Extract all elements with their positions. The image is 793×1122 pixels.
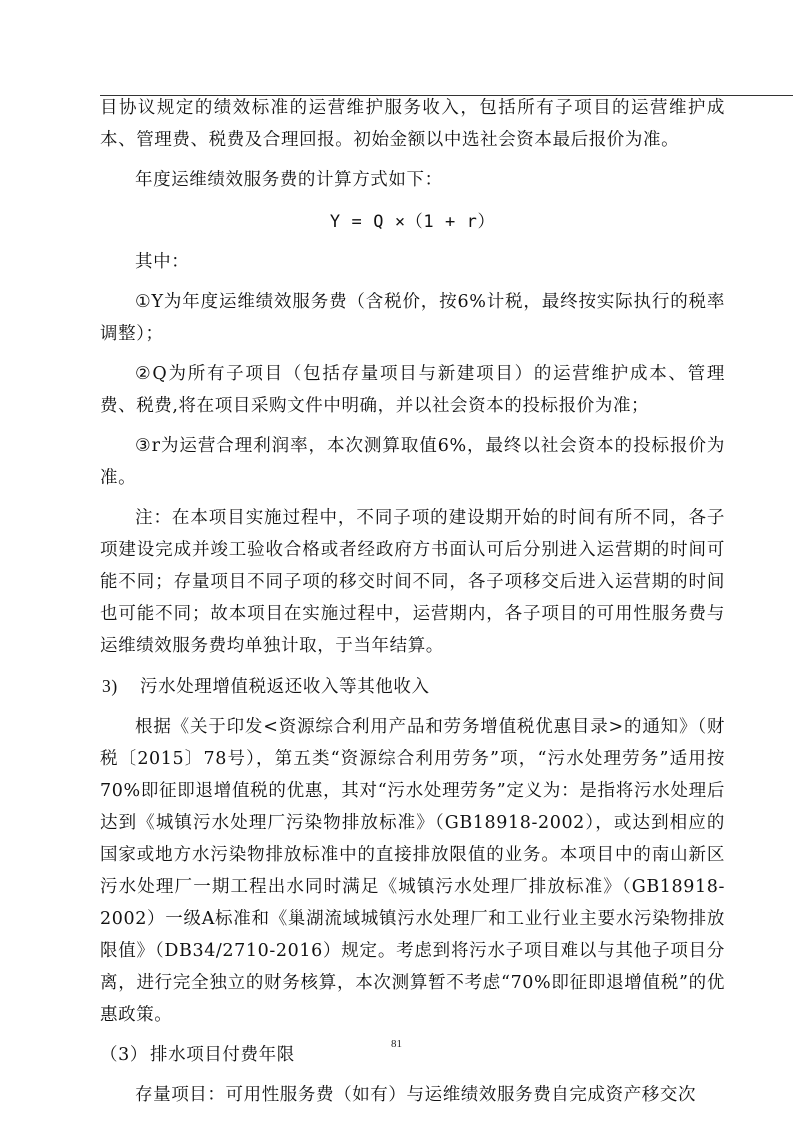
list-item-3 [100,670,725,703]
paragraph-continuation: 目协议规定的绩效标准的运营维护服务收入，包括所有子项目的运营维护成本、管理费、税费及合理回报。初始金额以中选社会资本最后报价为准。 [100,98,725,150]
paragraph-existing-projects: 存量项目：可用性服务费（如有）与运维绩效服务费自完成资产移交次 [135,1085,697,1105]
definition-r: ③r为运营合理利润率，本次测算取值6%，最终以社会资本的投标报价为准。 [100,436,725,488]
definition-y: ①Y为年度运维绩效服务费（含税价，按6%计税，最终按实际执行的税率调整）； [100,292,725,344]
page-number: 81 [391,1038,402,1050]
list-item-text: 污水处理增值税返还收入等其他收入 [140,677,430,697]
paragraph-vat: 根据《关于印发<资源综合利用产品和劳务增值税优惠目录>的通知》（财税〔2015〕78号），第五类“资源综合利用劳务”项，“污水处理劳务”适用按70%即征即退增值税的优惠，其对“污水处理劳务”定义为：是指将污水处理后达到《城镇污水处理厂污染物排放标准》（GB18918-2002），或达到相应的国家或地方水污染物排放标准中的直接排放限值的业务。本项目中的南山新区污水处理厂一期工程出水同时满足《城镇污水处理厂排放标准》（GB18918-2002）一级A标准和《巢湖流域城镇污水处理厂和工业行业主要水污染物排放限值》（DB34/2710-2016）规定。考虑到将污水子项目难以与其他子项目分离，进行完全独立的财务核算，本次测算暂不考虑“70%即征即退增值税”的优惠政策。 [100,717,725,1025]
document-body [100,92,725,1111]
section-title: 排水项目付费年限 [150,1045,295,1065]
paragraph-note: 注：在本项目实施过程中，不同子项的建设期开始的时间有所不同，各子项建设完成并竣工验收合格或者经政府方书面认可后分别进入运营期的时间可能不同；存量项目不同子项的移交时间不同，各子项移交后进入运营期的时间也可能不同；故本项目在实施过程中，运营期内，各子项目的可用性服务费与运维绩效服务费均单独计取，于当年结算。 [100,508,725,656]
paragraph-where: 其中： [135,252,190,272]
definition-q: ②Q为所有子项目（包括存量项目与新建项目）的运营维护成本、管理费、税费,将在项目采购文件中明确，并以社会资本的投标报价为准； [100,364,725,416]
list-item-number: 3) [102,676,118,696]
formula: Y = Q ×（1 + r） [329,212,496,232]
paragraph-calc-intro: 年度运维绩效服务费的计算方式如下： [135,170,443,190]
section-number: （3） [100,1045,148,1065]
